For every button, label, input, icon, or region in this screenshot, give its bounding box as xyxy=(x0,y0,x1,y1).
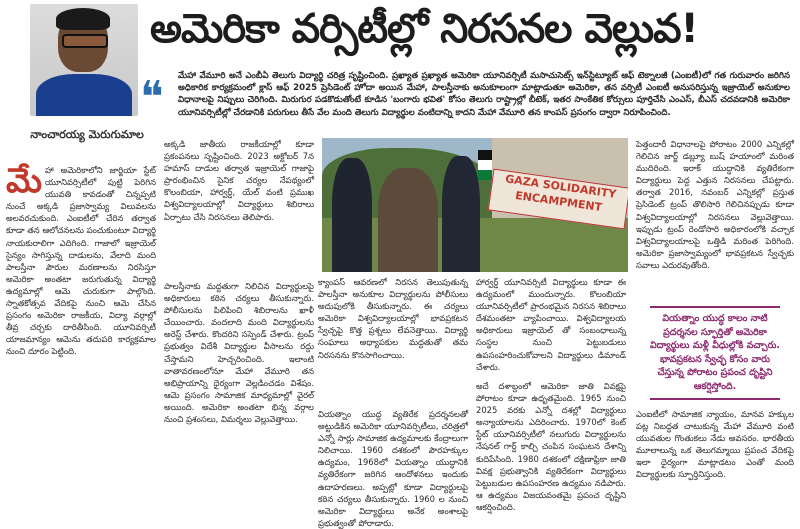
quote-icon: ❝ xyxy=(140,72,164,123)
column-3-top: క్యాంపస్ ఆవరణలో నిరసన తెలుపుతున్న పాలస్తీనా అనుకూల విద్యార్థులను పోలీసులు అదుపులోకి తీసుకున్నారు. ఈ చర్యలు అమెరికా విశ్వవిద్యాలయాల్లో భావప్రకటన స్వేచ్ఛపై కొత్త ప్రశ్నలు లేవనెత్తాయి. విద్యార్థి సంఘాలు అధ్యాపకుల మద్దతుతో తమ నిరసనను కొనసాగించాయి. xyxy=(318,277,468,360)
author-hair xyxy=(56,8,110,30)
column-5-bottom: ఎంఐటీలో సామాజిక న్యాయం, మానవ హక్కుల పట్ల నిబద్ధత చాటుకున్న మేహా వేమూరి వంటి యువతుల గొంతుకలు నేడు అవసరం. భారతీయ మూలాలున్న ఒక తెలుగమ్మాయి ప్రపంచ వేదికపై ఇలా ధైర్యంగా మాట్లాడటం ఎంతో మంది విద్యార్థులకు స్ఫూర్తినిస్తుంది. xyxy=(636,409,794,480)
column-1 xyxy=(6,161,156,358)
author-name: నాంచారయ్య మెరుగుమాల xyxy=(30,128,144,141)
column-4-bottom: అదే దశాబ్దంలో అమెరికా జాతి వివక్షపై పోరాటం కూడా ఉధృతమైంది. 1965 నుంచి 2025 వరకు ఎన్నో దశల్లో విద్యార్థులు అన్యాయాలను ఎదిరించారు. 1970లో కెంట్ స్టేట్ యూనివర్సిటీలో నలుగురు విద్యార్థులను నేషనల్ గార్డ్ కాల్చి చంపిన సంఘటన దేశాన్ని కుదిపేసింది. 1980 దశకంలో దక్షిణాఫ్రికా జాతి వివక్ష ప్రభుత్వానికి వ్యతిరేకంగా విద్యార్థులు పెట్టుబడుల ఉపసంహరణ ఉద్యమం నడిపారు. ఆ ఉద్యమం విజయవంతమై ప్రపంచ దృష్టిని ఆకర్షించింది. xyxy=(476,381,626,512)
author-photo xyxy=(30,4,138,116)
police-officer-left xyxy=(332,158,372,272)
palestine-flag xyxy=(478,150,492,180)
headline: అమెరికా వర్సిటీల్లో నిరసనల వెల్లువ! xyxy=(150,6,698,52)
column-2-top: అక్కడి జాతీయ రాజకీయాల్లో కూడా ప్రకంపనలు సృష్టించింది. 2023 అక్టోబర్ 7న హమాస్ దాడుల తర్వాత ఇజ్రాయెల్ గాజాపై ప్రారంభించిన సైనిక చర్యల నేపథ్యంలో కొలంబియా, హార్వర్డ్, యేల్ వంటి ప్రముఖ విశ్వవిద్యాలయాల్లో విద్యార్థులు శిబిరాలు ఏర్పాటు చేసి నిరసనలు తెలిపారు. xyxy=(164,139,314,222)
police-officer-right xyxy=(442,156,480,272)
intro-paragraph: మేహా వేమూరి అనే ఎంబీఏ తెలుగు విద్యార్థి చరిత్ర సృష్టించింది. ప్రఖ్యాత ప్రఖ్యాత అమెరికా యూనివర్సిటీ మసాచుసెట్స్ ఇన్‌స్టిట్యూట్ ఆఫ్ టెక్నాలజీ (ఎంఐటీ)లో గత గురువారం జరిగిన అధికారిక కార్యక్రమంలో క్లాస్ ఆఫ్ 2025 ప్రెసిడెంట్ హోదా అయిన మేహా, పాలస్తీనాకు అనుకూలంగా మాట్లాడుతూ అమెరికా, తన వర్సిటీ ఎంఐటీ అనుసరిస్తున్న ఇజ్రాయెల్ అనుకూల విధానాలపై నిప్పులు చెరిగింది. మిరుగుర పడకొడుతోంటే కూడిన 'బంగారు భవిత' కోసం తెలుగు రాష్ట్రాల్లో బీటెక్, ఇతర సాంకేతిక కోర్సులు పూర్తిచేసి ఎంఎస్, బీఎస్ చదవడానికి అమెరికా యూనివర్సిటీల్లో చేరడానికి పరుగులు తీసే వేల మంది తెలుగు విద్యార్థుల వంటిదాన్ని కాదని మేహా వేమూరి తన కాంపస్ ప్రసంగం ద్వారా నిరూపించింది. xyxy=(178,71,790,118)
column-4-top: హార్వర్డ్ యూనివర్సిటీ విద్యార్థులు కూడా ఈ ఉద్యమంలో ముందున్నారు. కొలంబియా యూనివర్సిటీలో ప్రారంభమైన నిరసన శిబిరాలు దేశమంతటా వ్యాపించాయి. విశ్వవిద్యాలయ అధికారులు ఇజ్రాయెల్ తో సంబంధాలున్న సంస్థల నుంచి పెట్టుబడులు ఉపసంహరించుకోవాలని విద్యార్థులు డిమాండ్ చేశారు. xyxy=(476,277,626,372)
detained-student xyxy=(378,168,438,272)
pull-quote: వియత్నాం యుద్ధ కాలం నాటి ప్రదర్శనల స్ఫూర్తితో అమెరికా విద్యార్థులు మళ్లీ వీధుల్లోకి వచ్చారు. భావప్రకటన స్వేచ్ఛ కోసం వారు చేస్తున్న పోరాటం ప్రపంచ దృష్టిని ఆకర్షిస్తోంది. xyxy=(650,306,780,400)
column-5-top: పెత్తందారీ విధానాలపై పోరాటం 2000 ఎన్నికల్లో గెలిచిన జార్జ్ డబ్ల్యూ బుష్ హయాంలో మరింత ముదిరింది. ఇరాక్ యుద్ధానికి వ్యతిరేకంగా విద్యార్థులు పెద్ద ఎత్తున నిరసనలు చేపట్టారు. తర్వాత 2016, నవంబర్ ఎన్నికల్లో ప్రస్తుత ప్రెసిడెంట్ ట్రంప్ తొలిసారి గెలిచినప్పుడు కూడా విశ్వవిద్యాలయాల్లో నిరసనలు వెల్లువెత్తాయి. ఇప్పుడు ట్రంప్ రెండోసారి అధికారంలోకి వచ్చాక విశ్వవిద్యాలయాలపై ఒత్తిడి మరింత పెరిగింది. అమెరికా ప్రజాస్వామ్యంలో భావప్రకటన స్వేచ్ఛకు సవాలు ఎదురవుతోంది. xyxy=(636,139,794,270)
dropcap: మే xyxy=(6,161,42,201)
column-3-bottom: వియత్నాం యుద్ధ వ్యతిరేక ప్రదర్శనలతో అట్టుడికిన అమెరికా యూనివర్సిటీలు, చరిత్రలో ఎన్నో సార్లు సామాజిక ఉద్యమాలకు కేంద్రాలుగా నిలిచాయి. 1960 దశకంలో పౌరహక్కుల ఉద్యమం, 1968లో వియత్నాం యుద్ధానికి వ్యతిరేకంగా జరిగిన ఆందోళనలు ఇందుకు ఉదాహరణలు. అప్పట్లో కూడా విద్యార్థులపై కఠిన చర్యలు తీసుకున్నారు. 1960 ల నుంచి అమెరికా విద్యార్థులు అనేక అంశాలపై ప్రభుత్వంతో పోరాడారు. xyxy=(318,409,468,528)
column-2-bottom: పాలస్తీనాకు మద్దతుగా నిలిచిన విద్యార్థులపై అధికారులు కఠిన చర్యలు తీసుకున్నారు. పోలీసులను పిలిపించి శిబిరాలను ఖాళీ చేయించారు. వందలాది మంది విద్యార్థులను అరెస్ట్ చేశారు. కొందరిని సస్పెండ్ చేశారు. ట్రంప్ ప్రభుత్వం విదేశీ విద్యార్థుల వీసాలను రద్దు చేస్తామని హెచ్చరించింది. ఇలాంటి వాతావరణంలోనూ మేహా వేమూరి తన అభిప్రాయాన్ని ధైర్యంగా వెల్లడించడం విశేషం. ఆమె ప్రసంగం సామాజిక మాధ్యమాల్లో వైరల్ అయింది. అమెరికా అంతటా భిన్న వర్గాల నుంచి ప్రశంసలు, విమర్శలు వెల్లువెత్తాయి. xyxy=(164,281,314,425)
protest-photo xyxy=(322,138,628,272)
column-1-text: హా అమెరికాలోని జార్జియా స్టేట్ యూనివర్సిటీలో పుట్టి పెరిగిన యువతి కావడంతో చిన్నప్పటి నుంచే అక్కడి ప్రజాస్వామ్య విలువలను అలవరచుకుంది. ఎంఐటీలో చేరిన తర్వాత కూడా తన ఆలోచనలను పంచుకుంటూ విద్యార్థి నాయకురాలిగా ఎదిగింది. గాజాలో ఇజ్రాయెల్ సైన్యం సాగిస్తున్న దాడులను, వేలాది మంది పాలస్తీనా పౌరుల మరణాలను నిరసిస్తూ అమెరికా అంతటా జరుగుతున్న విద్యార్థి ఉద్యమాల్లో ఆమె చురుకుగా పాల్గొంది. స్నాతకోత్సవ వేదికపై నుంచి ఆమె చేసిన ప్రసంగం అమెరికా రాజకీయ, విద్యా వర్గాల్లో తీవ్ర చర్చకు దారితీసింది. యూనివర్సిటీ యాజమాన్యం ఆమెను తదుపరి కార్యక్రమాల నుంచి దూరం పెట్టింది. xyxy=(6,165,156,357)
author-glasses xyxy=(62,34,108,48)
author-shirt xyxy=(36,74,132,116)
photo-banner: GAZA SOLIDARITY ENCAMPMENT xyxy=(488,169,628,230)
